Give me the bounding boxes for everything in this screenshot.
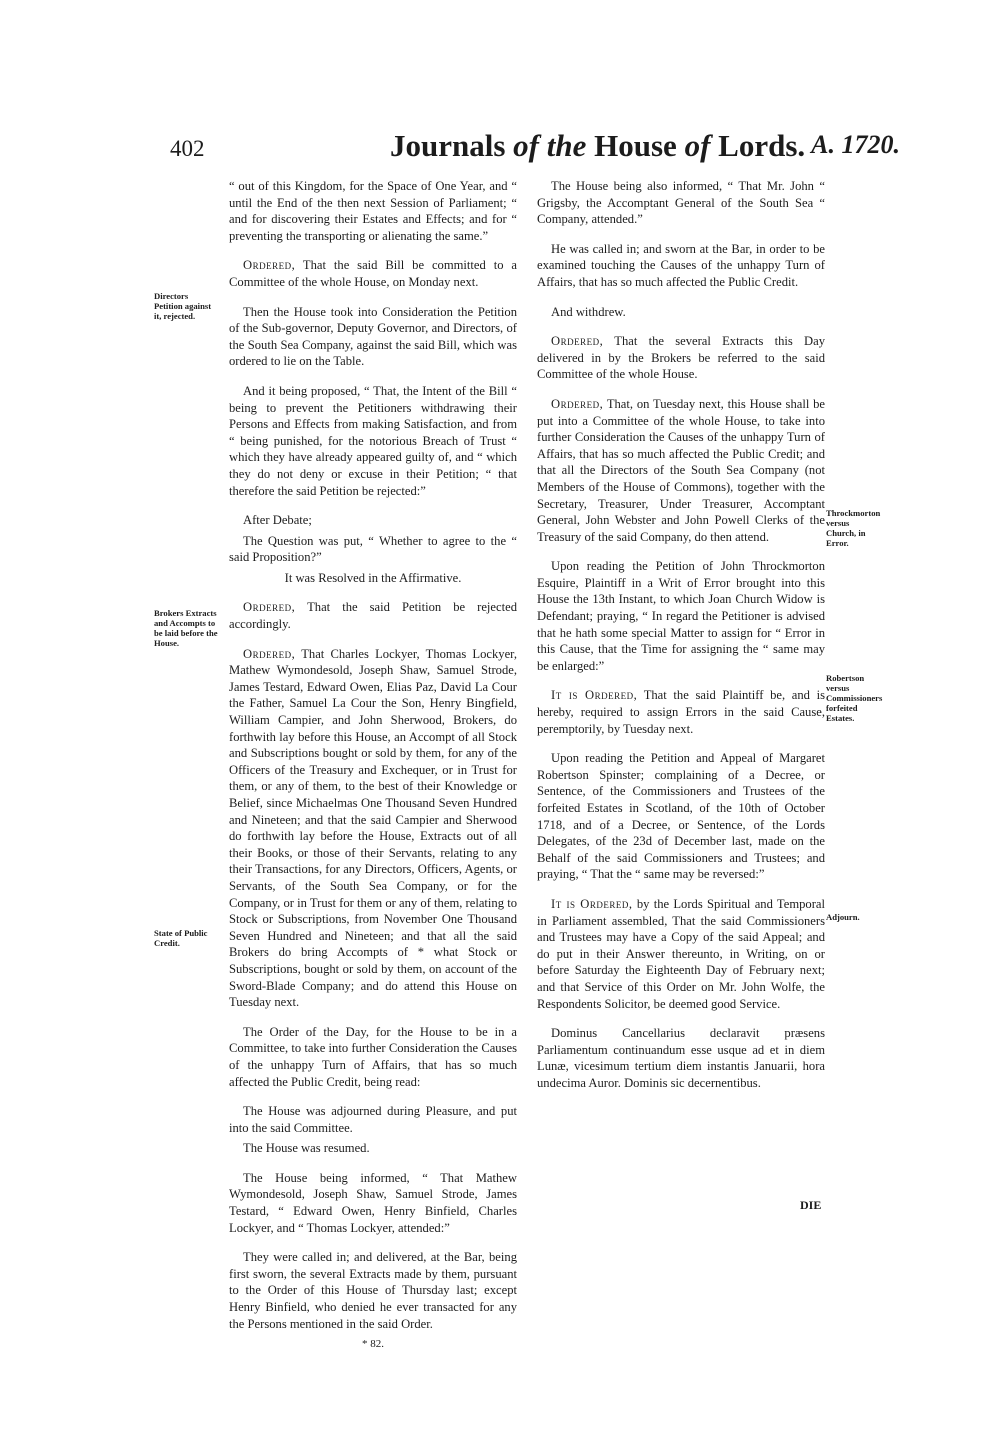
catchword-left: * 82.: [362, 1338, 384, 1351]
paragraph: Then the House took into Consideration the Petition of the Sub-governor, Deputy Governor, and Directors, of the South Sea Company, against the said Bill, which was ordered to lie on the Table.: [229, 304, 517, 369]
paragraph: And it being proposed, “ That, the Intent of the Bill “ being to prevent the Petitioners withdrawing their Persons and Effects from making Satisfaction, and from “ being punished, for the notorious Breach of Trust “ which they have already appeared guilty of, and “ which they do not deny or excuse in their Petition; “ that therefore the said Petition be rejected:”: [229, 383, 517, 498]
paragraph: The Question was put, “ Whether to agree to the “ said Proposition?”: [229, 533, 517, 565]
paragraph: [537, 333, 825, 383]
ordered-lead: It is Ordered,: [551, 896, 633, 911]
paragraph-text: That Charles Lockyer, Thomas Lockyer, Mathew Wymondesold, Joseph Shaw, Samuel Strode, James Testard, Edward Owen, Elias Paz, David La Cour the Father, Samuel La Cour the Son, Henry Bingfield, William Campier, and John Sherwood, Brokers, do forthwith lay before this House, an Accompt of all Stock and Subscriptions bought or sold by them, for any of the Officers of the Treasury and Exchequer, or in Trust for them, or any of them, to the best of their Knowledge or Belief, since Michaelmas One Thousand Seven Hundred and Nineteen; and that the said Campier and Sherwood do forthwith lay before the House, Extracts out of all their Books, or those of their Servants, relating to any their Transactions, for any Directors, Officers, Agents, or Servants, of the South Sea Company, or for the Company, or in Trust for them or any of them, relating to Stock or Subscriptions, from November One Thousand Seven Hundred and Nineteen; and that all the said Brokers do bring Accompts of * what Stock or Subscriptions, bought or sold by them, on account of the Sword-Blade Company; and do attend this House on Tuesday next.: [229, 646, 517, 1010]
title-lords: Lords.: [718, 128, 806, 163]
ordered-lead: It is Ordered,: [551, 688, 638, 703]
title-the: the: [546, 128, 587, 163]
paragraph: He was called in; and sworn at the Bar, in order to be examined touching the Causes of the unhappy Turn of Affairs, that has so much affected the Public Credit.: [537, 241, 825, 289]
paragraph: It was Resolved in the Affirmative.: [284, 570, 462, 585]
margin-note-throckmorton: Throckmorton versus Church, in Error.: [826, 508, 881, 548]
margin-note-state: State of Public Credit.: [154, 928, 208, 948]
title-of: of: [513, 128, 539, 163]
paragraph-text: That the said Plaintiff be, and is hereby, required to assign Errors in the said Cause, peremptorily, by Tuesday next.: [537, 688, 826, 736]
paragraph: The House was resumed.: [243, 1141, 370, 1156]
ordered-lead: Ordered,: [551, 334, 604, 349]
paragraph: [537, 687, 825, 737]
margin-note-robertson: Robertson versus Commissioners forfeited Estates.: [826, 673, 883, 723]
page-number: 402: [170, 136, 205, 161]
paragraph: “ out of this Kingdom, for the Space of One Year, and “ until the End of the then next Session of Parliament; “ and for discovering their Estates and Effects; and for “ preventing the transporting or alienating the same.”: [229, 179, 517, 243]
paragraph: Upon reading the Petition and Appeal of Margaret Robertson Spinster; complaining of a Decree, or Sentence, of the Commissioners and Trustees of the forfeited Estates in Scotland, of the 10th of October 1718, and of a Decree, or Sentence, of the Lords Delegates, of the 23d of December last, made on the Behalf of the said Commissioners and Trustees; and praying, “ That the “ same may be reversed:”: [537, 751, 825, 882]
paragraph: [537, 396, 825, 545]
paragraph-text: by the Lords Spiritual and Temporal in Parliament assembled, That the said Commissioners and Trustees may have a Copy of the said Appeal; and do put in their Answer thereunto, in Writing, on or before Saturday the Eighteenth Day of February next; and that Service of this Order on Mr. John Wolfe, the Respondents Solicitor, be deemed good Service.: [537, 896, 826, 1011]
right-column: [537, 178, 825, 1105]
journal-title: [390, 128, 805, 164]
paragraph-text: That the several Extracts this Day delivered in by the Brokers be referred to the said Committee of the whole House.: [537, 334, 825, 382]
paragraph-text: That the said Bill be committed to a Committee of the whole House, on Monday next.: [229, 258, 517, 289]
paragraph: Upon reading the Petition of John Throckmorton Esquire, Plaintiff in a Writ of Error brought into this House the 13th Instant, to which Joan Church Widow is Defendant; praying, “ In regard the Petitioner is advised that he hath some special Matter to assign for “ Error in this Cause, that the Time for assigning the “ same may be enlarged:”: [537, 559, 825, 673]
catchword-right: DIE: [800, 1198, 822, 1212]
left-column: [229, 178, 517, 1353]
title-of-2: of: [684, 128, 711, 163]
ordered-lead: Ordered,: [551, 396, 604, 411]
paragraph: The House being informed, “ That Mathew Wymondesold, Joseph Shaw, Samuel Strode, James Testard, “ Edward Owen, Henry Binfield, Charles Lockyer, and “ Thomas Lockyer, attended:”: [229, 1170, 517, 1235]
paragraph: After Debate;: [243, 513, 312, 528]
paragraph: The House being also informed, “ That Mr. John “ Grigsby, the Accomptant General of the South Sea “ Company, attended.”: [537, 179, 825, 227]
journal-year: A. 1720.: [811, 130, 900, 159]
page-header: [160, 128, 900, 168]
paragraph: They were called in; and delivered, at the Bar, being first sworn, the several Extracts made by them, pursuant to the Order of this House of Thursday last; except Henry Binfield, who denied he ever transacted for any the Persons mentioned in the said Order.: [229, 1250, 517, 1331]
paragraph: [229, 599, 517, 632]
title-journals: Journals: [390, 128, 506, 163]
paragraph-text: That, on Tuesday next, this House shall be put into a Committee of the whole House, to take into further Consideration the Causes of the unhappy Turn of Affairs, that has so much affected the Public Credit; and that all the Directors of the South Sea Company (not Members of the House of Commons), together with the Secretary, Treasurer, Under Treasurer, Accomptant General, John Webster and John Powell Clerks of the Treasury of the said Company, do then attend.: [537, 396, 826, 544]
title-house: House: [594, 128, 677, 163]
margin-note-directors: Directors Petition against it, rejected.: [154, 291, 212, 321]
paragraph: [229, 257, 517, 290]
paragraph: And withdrew.: [551, 304, 626, 319]
paragraph: The Order of the Day, for the House to be in a Committee, to take into further Consideration the Causes of the unhappy Turn of Affairs, that has so much affected the Public Credit, being read:: [229, 1024, 517, 1089]
margin-note-brokers: Brokers Extracts and Accompts to be laid before the House.: [154, 608, 218, 648]
paragraph-text: That the said Petition be rejected accordingly.: [229, 600, 517, 632]
ordered-lead: Ordered,: [243, 646, 296, 661]
ordered-lead: Ordered,: [243, 600, 296, 615]
margin-note-adjourn: Adjourn.: [826, 912, 860, 922]
paragraph: [537, 896, 825, 1012]
ordered-lead: Ordered,: [243, 258, 296, 273]
paragraph: The House was adjourned during Pleasure, and put into the said Committee.: [229, 1104, 517, 1135]
paragraph: [229, 646, 517, 1011]
paragraph: Dominus Cancellarius declaravit præsens Parliamentum continuandum esse usque ad et in diem Lunæ, vicesimum tertium diem instantis Januarii, hora undecima Auror. Dominis sic decernentibus.: [537, 1026, 825, 1090]
